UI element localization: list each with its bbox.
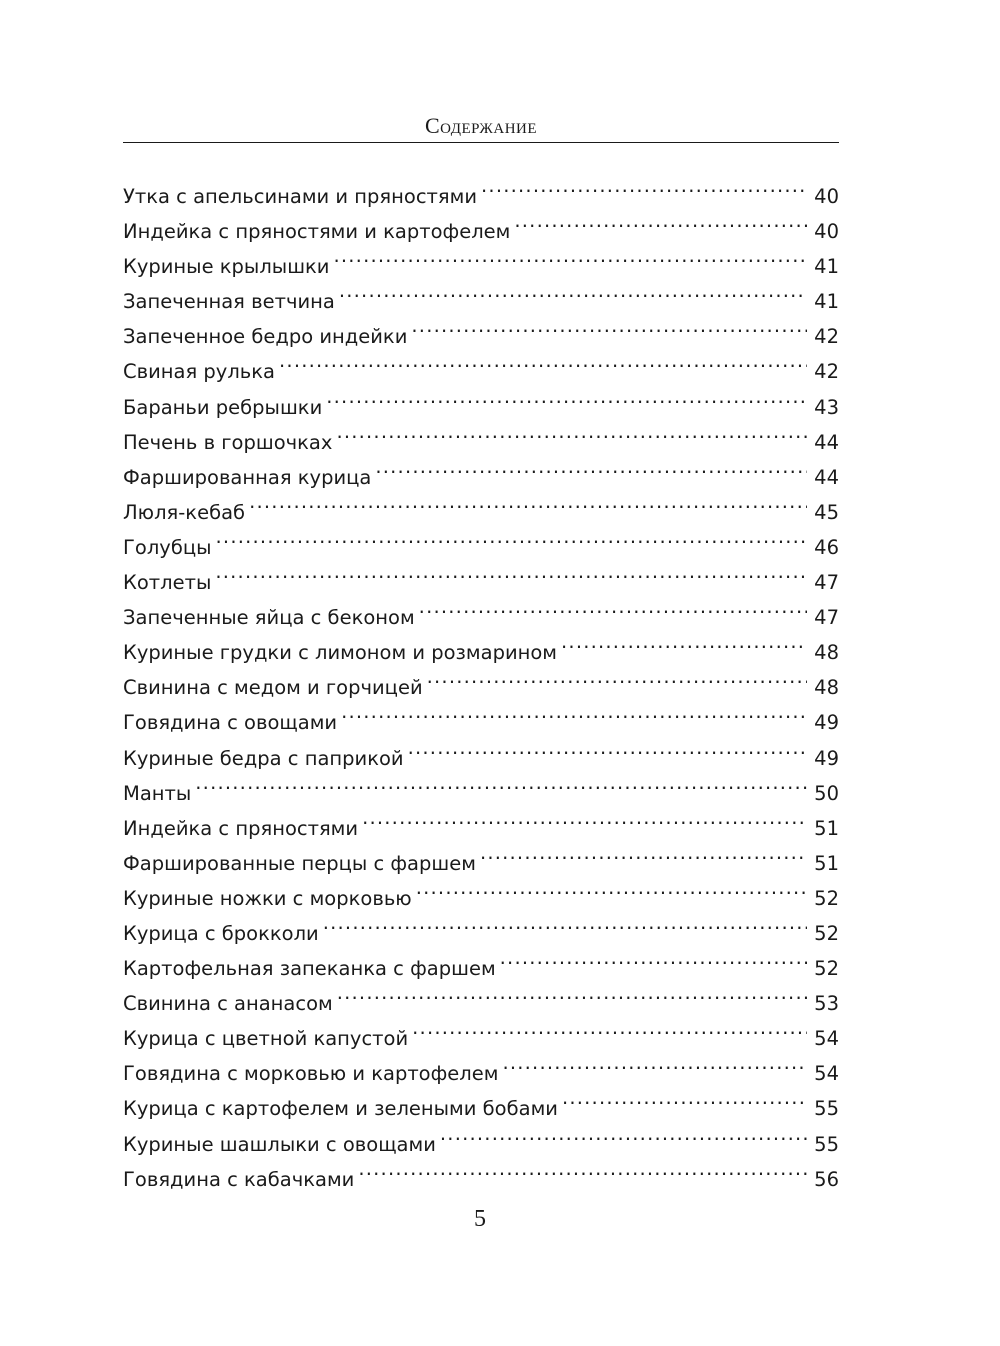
dot-leader xyxy=(215,554,807,589)
toc-entry-title: Запеченные яйца с беконом xyxy=(123,606,415,630)
dot-leader xyxy=(514,203,807,238)
toc-entry-title: Манты xyxy=(123,781,192,805)
dot-leader xyxy=(339,273,807,308)
dot-leader xyxy=(561,624,807,659)
toc-entry-page: 48 xyxy=(814,641,839,665)
toc-entry-page: 40 xyxy=(814,220,839,244)
page-title: Содержание xyxy=(424,113,538,138)
dot-leader xyxy=(412,1010,807,1045)
toc-entry[interactable] xyxy=(123,765,839,805)
dot-leader xyxy=(333,238,807,273)
toc-entry-title: Бараньи ребрышки xyxy=(123,395,323,419)
toc-entry-title: Люля-кебаб xyxy=(123,500,246,524)
toc-entry-title: Голубцы xyxy=(123,535,212,559)
toc-entry-title: Куриные ножки с морковью xyxy=(123,886,412,910)
toc-entry-page: 44 xyxy=(814,430,839,454)
dot-leader xyxy=(358,1151,807,1186)
dot-leader xyxy=(326,379,807,414)
dot-leader xyxy=(502,1045,807,1080)
toc-entry-page: 49 xyxy=(814,746,839,770)
toc-entry[interactable] xyxy=(123,519,839,559)
dot-leader xyxy=(481,168,807,203)
toc-entry-page: 45 xyxy=(814,500,839,524)
dot-leader xyxy=(279,343,807,378)
toc-entry-title: Фаршированные перцы с фаршем xyxy=(123,851,476,875)
toc-entry-page: 51 xyxy=(814,816,839,840)
toc-entry-title: Куриные шашлыки с овощами xyxy=(123,1132,436,1156)
toc-entry-page: 42 xyxy=(814,360,839,384)
toc-entry-page: 49 xyxy=(814,711,839,735)
toc-entry-title: Куриные крылышки xyxy=(123,255,330,279)
dot-leader xyxy=(440,1116,807,1151)
toc-entry-title: Курица с брокколи xyxy=(123,921,319,945)
dot-leader xyxy=(195,765,807,800)
toc-entry-page: 53 xyxy=(814,992,839,1016)
dot-leader xyxy=(562,1080,807,1115)
toc-entry[interactable] xyxy=(123,800,839,840)
toc-entry-title: Котлеты xyxy=(123,571,212,595)
toc-entry-title: Печень в горшочках xyxy=(123,430,333,454)
toc-entry-page: 41 xyxy=(814,255,839,279)
toc-entry-title: Говядина с кабачками xyxy=(123,1167,355,1191)
dot-leader xyxy=(411,308,807,343)
toc-entry-title: Говядина с морковью и картофелем xyxy=(123,1062,499,1086)
toc-entry-title: Свинина с медом и горчицей xyxy=(123,676,423,700)
page-number: 5 xyxy=(474,1206,486,1232)
toc-entry-title: Свиная рулька xyxy=(123,360,276,384)
toc-entry-page: 47 xyxy=(814,571,839,595)
toc-entry-title: Курица с картофелем и зелеными бобами xyxy=(123,1097,558,1121)
toc-entry-page: 56 xyxy=(814,1167,839,1191)
toc-entry-title: Говядина с овощами xyxy=(123,711,338,735)
toc-entry-title: Картофельная запеканка с фаршем xyxy=(123,957,496,981)
dot-leader xyxy=(341,694,807,729)
dot-leader xyxy=(362,800,807,835)
toc-entry-page: 51 xyxy=(814,851,839,875)
toc-entry-page: 50 xyxy=(814,781,839,805)
toc-entry-page: 41 xyxy=(814,290,839,314)
dot-leader xyxy=(323,905,807,940)
dot-leader xyxy=(416,870,807,905)
toc-entry-page: 40 xyxy=(814,185,839,208)
toc-entry-title: Утка с апельсинами и пряностями xyxy=(123,185,478,208)
toc-entry-page: 55 xyxy=(814,1097,839,1121)
toc-entry-page: 42 xyxy=(814,325,839,349)
dot-leader xyxy=(408,730,807,765)
toc-entry-page: 43 xyxy=(814,395,839,419)
dot-leader xyxy=(419,589,807,624)
toc-entry-title: Индейка с пряностями и картофелем xyxy=(123,220,511,244)
toc-entry-title: Индейка с пряностями xyxy=(123,816,359,840)
toc-entry-title: Запеченная ветчина xyxy=(123,290,335,314)
toc-entry-page: 52 xyxy=(814,957,839,981)
toc-entry[interactable] xyxy=(123,554,839,595)
toc-entry-page: 54 xyxy=(814,1027,839,1051)
dot-leader xyxy=(500,940,807,975)
toc-entry-page: 55 xyxy=(814,1132,839,1156)
dot-leader xyxy=(216,519,807,554)
table-of-contents xyxy=(123,168,839,1191)
toc-entry[interactable] xyxy=(123,168,839,208)
toc-entry-title: Курица с цветной капустой xyxy=(123,1027,409,1051)
dot-leader xyxy=(427,659,807,694)
dot-leader xyxy=(480,835,807,870)
dot-leader xyxy=(375,449,807,484)
toc-entry-title: Запеченное бедро индейки xyxy=(123,325,408,349)
dot-leader xyxy=(337,975,807,1010)
dot-leader xyxy=(249,484,807,519)
toc-entry-title: Фаршированная курица xyxy=(123,465,372,489)
toc-entry-page: 52 xyxy=(814,921,839,945)
toc-entry-title: Куриные грудки с лимоном и розмарином xyxy=(123,641,558,665)
toc-entry-page: 44 xyxy=(814,465,839,489)
toc-entry-page: 48 xyxy=(814,676,839,700)
dot-leader xyxy=(336,414,807,449)
toc-entry-page: 46 xyxy=(814,535,839,559)
toc-entry-title: Куриные бедра с паприкой xyxy=(123,746,404,770)
toc-entry-title: Свинина с ананасом xyxy=(123,992,333,1016)
toc-entry-page: 47 xyxy=(814,606,839,630)
toc-entry-page: 54 xyxy=(814,1062,839,1086)
toc-entry[interactable] xyxy=(123,589,839,630)
toc-entry-page: 52 xyxy=(814,886,839,910)
page-header xyxy=(123,110,839,143)
